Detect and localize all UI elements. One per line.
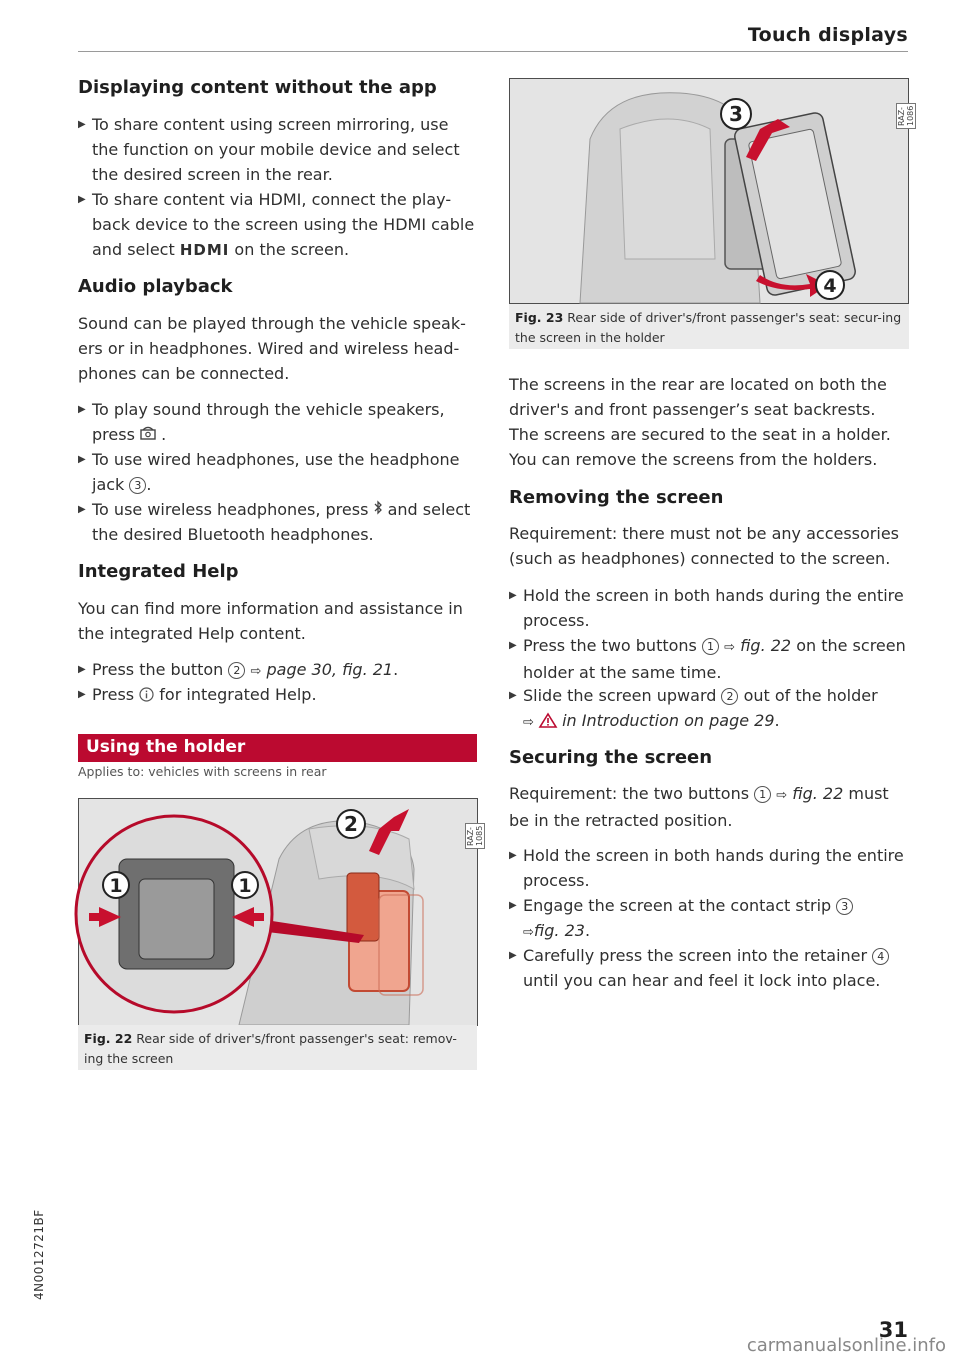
list-item — [78, 447, 472, 497]
fig22-callout-2: 2 — [344, 812, 358, 836]
figure-23-illustration — [510, 79, 908, 303]
list-item — [509, 893, 909, 945]
list-item-text: Press the two buttons — [523, 636, 697, 655]
header-rule — [78, 51, 908, 52]
list-item-tail: . — [584, 921, 591, 940]
callout-number: 1 — [754, 786, 771, 803]
callout-number: 3 — [129, 477, 146, 494]
caption-text: Rear side of driver's/front passenger's seat: remov-ing the screen — [84, 1031, 457, 1066]
figure-22-caption — [78, 1025, 477, 1070]
caption-text: Rear side of driver's/front passenger's seat: secur-ing the screen in the holder — [515, 310, 902, 345]
heading-integrated-help: Integrated Help — [78, 561, 239, 582]
figure-label: Fig. 22 — [84, 1031, 133, 1046]
list-item — [509, 943, 909, 993]
list-item — [78, 682, 482, 707]
list-item-text: To share content via HDMI, connect the play-back device to the screen using the HDMI cable and select — [92, 190, 475, 259]
list-item-tail: for integrated Help. — [159, 685, 317, 704]
callout-number: 2 — [228, 662, 245, 679]
list-item-text: Engage the screen at the contact strip — [523, 896, 832, 915]
cross-reference-link[interactable]: page 30, fig. 21 — [266, 660, 394, 679]
body-text-part: Requirement: the two buttons — [509, 784, 750, 803]
list-item-tail: . — [146, 475, 152, 494]
body-text — [509, 781, 909, 833]
list-item-text: To use wireless headphones, press — [92, 500, 369, 519]
arrow-right-icon: ⇨ — [523, 925, 534, 940]
callout-number: 2 — [721, 688, 738, 705]
list-item — [78, 397, 472, 447]
list-item — [509, 633, 909, 685]
list-item-tail: until you can hear and feel it lock into place. — [523, 971, 881, 990]
warning-triangle-icon — [539, 711, 557, 730]
list-item — [78, 497, 482, 547]
callout-number: 3 — [836, 898, 853, 915]
speaker-headphone-icon — [140, 425, 161, 444]
hdmi-logo-icon: HDMI — [179, 241, 230, 259]
heading-securing-screen: Securing the screen — [509, 747, 713, 768]
cross-reference-link[interactable]: in Introduction on page 29 — [562, 711, 775, 730]
list-item: ▶ To share content using screen mirroring, use the function on your mobile device and select the desired screen in the rear. — [78, 112, 472, 187]
arrow-right-icon: ⇨ — [776, 788, 788, 803]
list-item-text: Press — [92, 685, 135, 704]
arrow-right-icon: ⇨ — [250, 664, 262, 679]
arrow-right-icon: ⇨ — [724, 640, 735, 655]
document-code: 4N0012721BF — [32, 1209, 46, 1300]
applies-note: Applies to: vehicles with screens in rear — [78, 764, 327, 779]
list-item-tail: . — [774, 711, 780, 730]
list-item — [78, 657, 482, 684]
callout-number: 1 — [702, 638, 719, 655]
section-title: Touch displays — [747, 24, 908, 46]
list-item — [509, 683, 909, 735]
heading-displaying-content: Displaying content without the app — [78, 77, 437, 98]
figure-23-caption — [509, 304, 909, 349]
fig23-callout-4: 4 — [823, 275, 837, 297]
red-section-heading — [78, 734, 477, 762]
body-text: The screens in the rear are located on both the driver's and front passenger’s seat backrests. The screens are secured to the seat in a holder. You can remove the screens from the holders. — [509, 375, 891, 469]
heading-audio-playback: Audio playback — [78, 276, 233, 297]
list-item-text: Slide the screen upward — [523, 686, 717, 705]
cross-reference-link[interactable]: fig. 22 — [740, 636, 792, 655]
list-item-tail: . — [161, 425, 167, 444]
list-item-text: To use wired headphones, use the headphone jack — [92, 450, 460, 494]
list-item-text: To play sound through the vehicle speakers, press — [92, 400, 445, 444]
cross-reference-link[interactable]: fig. 22 — [792, 784, 844, 803]
body-text: You can find more information and assistance in the integrated Help content. — [78, 599, 463, 643]
body-text: Sound can be played through the vehicle speak-ers or in headphones. Wired and wireless head-phones can be connected. — [78, 314, 466, 383]
cross-reference-link[interactable]: fig. 23 — [533, 921, 585, 940]
figure-label: Fig. 23 — [515, 310, 564, 325]
list-item-tail: on the screen. — [229, 240, 350, 259]
fig23-callout-3: 3 — [729, 102, 743, 126]
body-text: Requirement: there must not be any accessories (such as headphones) connected to the screen. — [509, 524, 899, 568]
heading-removing-screen: Removing the screen — [509, 487, 724, 508]
fig22-callout-1-right: 1 — [238, 875, 252, 897]
list-item — [78, 187, 477, 263]
figure-22 — [78, 798, 484, 1026]
body-text-part: must be in the retracted position. — [509, 784, 889, 830]
figure-code: RAZ-1086 — [896, 103, 916, 129]
list-item: ▶ Hold the screen in both hands during the entire process. — [509, 843, 909, 893]
callout-number: 4 — [872, 948, 889, 965]
bluetooth-icon — [374, 500, 388, 519]
list-item-text: Carefully press the screen into the retainer — [523, 946, 868, 965]
figure-code: RAZ-1085 — [465, 823, 485, 849]
list-item-tail: . — [393, 660, 399, 679]
arrow-right-icon: ⇨ — [523, 715, 534, 730]
figure-22-illustration — [79, 799, 477, 1025]
list-item-text: Press the button — [92, 660, 224, 679]
figure-23 — [509, 78, 915, 304]
watermark: carmanualsonline.info — [746, 1335, 946, 1356]
red-heading-text: Using the holder — [86, 737, 246, 757]
page-number: 31 — [878, 1318, 908, 1342]
fig22-callout-1-left: 1 — [109, 875, 123, 897]
list-item-tail: out of the holder — [738, 686, 878, 705]
list-item-tail: and select the desired Bluetooth headphones. — [92, 500, 471, 544]
list-item: ▶ Hold the screen in both hands during the entire process. — [509, 583, 909, 633]
info-icon — [139, 685, 159, 704]
list-item-tail: on the screen holder at the same time. — [523, 636, 906, 682]
